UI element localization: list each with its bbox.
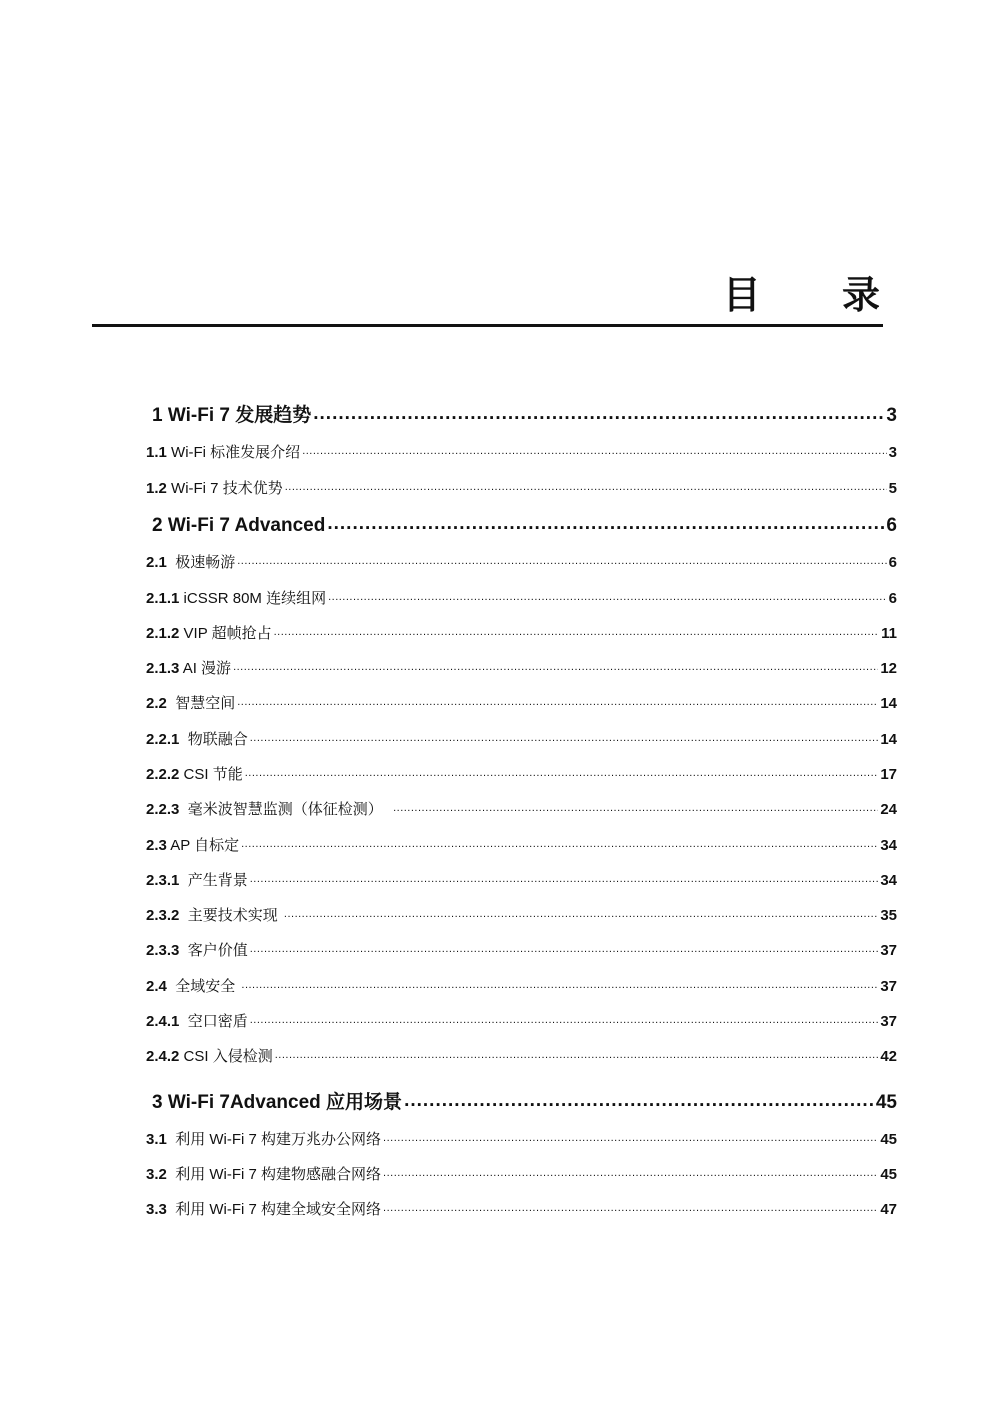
- toc-entry-page: 34: [880, 872, 897, 889]
- toc-entry-2-1-1[interactable]: [146, 587, 897, 608]
- toc-entry-number: 2.1.3: [146, 660, 180, 677]
- toc-entry-title: 智慧空间: [175, 695, 236, 712]
- toc-entry-title: CSI 入侵检测: [183, 1048, 273, 1065]
- toc-entry-title: Wi-Fi 7 Advanced: [167, 515, 326, 536]
- dot-leader: [327, 513, 884, 535]
- toc-entry-title: 毫米波智慧监测（体征检测）: [187, 801, 383, 818]
- dot-leader: [241, 979, 878, 991]
- dot-leader: [383, 1202, 878, 1214]
- page-title: 目 录: [722, 273, 914, 317]
- toc-entry-number: 2.3.2: [146, 907, 180, 924]
- toc-entry-number: 3: [152, 1092, 163, 1113]
- toc-entry-title: 空口密盾: [187, 1013, 248, 1030]
- toc-entry-page: 42: [880, 1048, 897, 1065]
- toc-entry-number: 2.1.2: [146, 625, 180, 642]
- dot-leader: [245, 767, 879, 779]
- toc-entry-page: 37: [880, 1013, 897, 1030]
- toc-entry-number: 2.2.3: [146, 801, 180, 818]
- toc-entry-number: 3.3: [146, 1201, 167, 1218]
- toc-entry-title: 全域安全: [175, 978, 236, 995]
- dot-leader: [284, 908, 878, 920]
- toc-entry-title: 客户价值: [187, 942, 248, 959]
- dot-leader: [250, 873, 879, 885]
- dot-leader: [274, 626, 880, 638]
- toc-entry-2-3[interactable]: [146, 834, 897, 855]
- dot-leader: [250, 943, 879, 955]
- toc-entry-number: 2.4.1: [146, 1013, 180, 1030]
- toc-entry-2-3-2[interactable]: [146, 904, 897, 925]
- toc-entry-number: 1: [152, 405, 163, 426]
- toc-entry-title: 极速畅游: [175, 554, 236, 571]
- toc-entry-page: 6: [888, 590, 897, 607]
- toc-entry-number: 2: [152, 515, 163, 536]
- dot-leader: [328, 591, 887, 603]
- toc-entry-1[interactable]: [152, 400, 897, 427]
- dot-leader: [250, 732, 879, 744]
- dot-leader: [285, 481, 887, 493]
- toc-entry-title: 利用 Wi-Fi 7 构建万兆办公网络: [175, 1131, 382, 1148]
- toc-entry-page: 12: [880, 660, 897, 677]
- toc-entry-2-3-3[interactable]: [146, 939, 897, 960]
- toc-entry-title: 利用 Wi-Fi 7 构建全域安全网络: [175, 1201, 382, 1218]
- toc-entry-title: 利用 Wi-Fi 7 构建物感融合网络: [175, 1166, 382, 1183]
- toc-entry-2-3-1[interactable]: [146, 869, 897, 890]
- toc-entry-number: 2.2.1: [146, 731, 180, 748]
- toc-entry-3[interactable]: [152, 1087, 897, 1114]
- toc-entry-3-2[interactable]: [146, 1163, 897, 1184]
- dot-leader: [404, 1090, 874, 1112]
- toc-entry-page: 3: [888, 444, 897, 461]
- toc-entry-number: 2.1.1: [146, 590, 180, 607]
- dot-leader: [241, 838, 878, 850]
- toc-entry-page: 35: [880, 907, 897, 924]
- toc-entry-title: 产生背景: [187, 872, 248, 889]
- toc-entry-page: 14: [880, 731, 897, 748]
- toc-entry-2[interactable]: [152, 515, 897, 537]
- toc-entry-title: VIP 超帧抢占: [183, 625, 272, 642]
- toc-entry-page: 6: [888, 554, 897, 571]
- toc-entry-1-2[interactable]: [146, 477, 897, 498]
- toc-entry-page: 45: [875, 1092, 897, 1113]
- toc-entry-page: 34: [880, 837, 897, 854]
- toc-entry-1-1[interactable]: [146, 441, 897, 462]
- toc-entry-title: Wi-Fi 7Advanced 应用场景: [167, 1092, 403, 1113]
- toc-entry-2-4-2[interactable]: [146, 1045, 897, 1066]
- toc-entry-number: 1.2: [146, 480, 167, 497]
- toc-entry-page: 24: [880, 801, 897, 818]
- dot-leader: [383, 1167, 878, 1179]
- toc-entry-page: 45: [880, 1131, 897, 1148]
- toc-entry-title: Wi-Fi 7 技术优势: [171, 480, 283, 497]
- dot-leader: [237, 696, 878, 708]
- toc-entry-page: 6: [886, 515, 897, 536]
- toc-entry-number: 2.3.1: [146, 872, 180, 889]
- toc-entry-page: 45: [880, 1166, 897, 1183]
- toc-entry-title: AI 漫游: [182, 660, 232, 677]
- dot-leader: [393, 802, 878, 814]
- toc-entry-title: Wi-Fi 标准发展介绍: [171, 444, 301, 461]
- toc-entry-number: 3.2: [146, 1166, 167, 1183]
- toc-entry-page: 5: [888, 480, 897, 497]
- toc-entry-title: iCSSR 80M 连续组网: [183, 590, 327, 607]
- toc-entry-number: 2.4.2: [146, 1048, 180, 1065]
- toc-entry-number: 2.4: [146, 978, 167, 995]
- toc-entry-2-2[interactable]: [146, 692, 897, 713]
- toc-entry-2-1-3[interactable]: [146, 657, 897, 678]
- toc-entry-page: 37: [880, 978, 897, 995]
- toc-entry-title: CSI 节能: [183, 766, 243, 783]
- toc-entry-title: AP 自标定: [170, 837, 240, 854]
- toc-entry-page: 3: [886, 405, 897, 426]
- toc-entry-number: 2.3: [146, 837, 167, 854]
- toc-entry-number: 2.2.2: [146, 766, 180, 783]
- toc-entry-2-2-3[interactable]: [146, 798, 897, 819]
- dot-leader: [275, 1049, 879, 1061]
- toc-entry-2-1[interactable]: [146, 551, 897, 572]
- toc-entry-3-3[interactable]: [146, 1198, 897, 1219]
- dot-leader: [250, 1014, 879, 1026]
- dot-leader: [233, 661, 878, 673]
- toc-entry-title: 物联融合: [187, 731, 248, 748]
- toc-entry-2-4[interactable]: [146, 975, 897, 996]
- toc-entry-3-1[interactable]: [146, 1128, 897, 1149]
- toc-entry-number: 1.1: [146, 444, 167, 461]
- toc-entry-page: 37: [880, 942, 897, 959]
- toc-entry-page: 17: [880, 766, 897, 783]
- toc-entry-2-1-2[interactable]: [146, 622, 897, 643]
- toc-entry-page: 14: [880, 695, 897, 712]
- toc-entry-2-2-2[interactable]: [146, 763, 897, 784]
- toc-entry-number: 2.2: [146, 695, 167, 712]
- toc-entry-number: 2.3.3: [146, 942, 180, 959]
- toc-entry-2-2-1[interactable]: [146, 728, 897, 749]
- dot-leader: [383, 1132, 878, 1144]
- toc-entry-number: 3.1: [146, 1131, 167, 1148]
- toc-entry-number: 2.1: [146, 554, 167, 571]
- dot-leader: [313, 403, 884, 425]
- toc-entry-page: 11: [881, 625, 897, 642]
- toc-entry-title: Wi-Fi 7 发展趋势: [167, 405, 312, 426]
- toc-entry-title: 主要技术实现: [187, 907, 278, 924]
- dot-leader: [302, 445, 886, 457]
- toc-entry-page: 47: [880, 1201, 897, 1218]
- toc-entry-2-4-1[interactable]: [146, 1010, 897, 1031]
- dot-leader: [237, 555, 886, 567]
